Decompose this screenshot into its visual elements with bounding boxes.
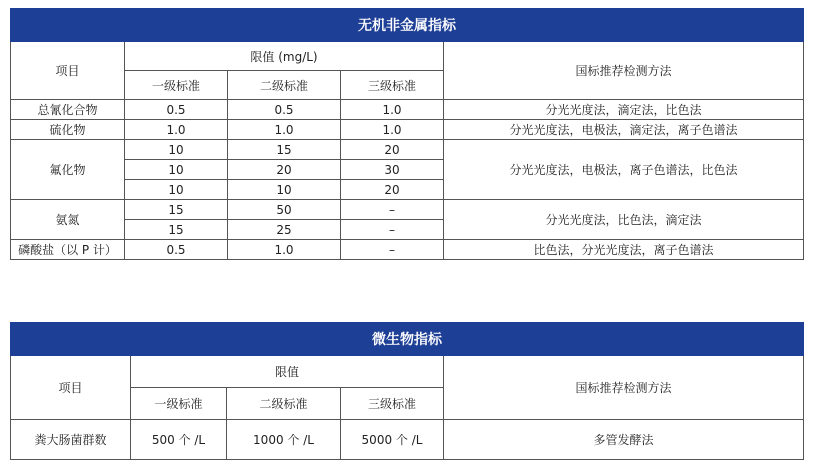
- grade2-value: 0.5: [228, 100, 341, 120]
- row-name: 总氰化合物: [11, 100, 125, 120]
- table-row: [11, 120, 804, 140]
- table-row: [11, 100, 804, 120]
- grade3-value: –: [341, 240, 444, 260]
- grade2-value: 15: [228, 140, 341, 160]
- grade3-value: 5000 个 /L: [341, 420, 444, 460]
- table-row: [11, 240, 804, 260]
- grade3-value: 1.0: [341, 100, 444, 120]
- table-title: 微生物指标: [11, 323, 804, 356]
- header-grade1: 一级标准: [131, 388, 227, 420]
- method-cell: 分光光度法，滴定法，比色法: [444, 100, 804, 120]
- grade2-value: 10: [228, 180, 341, 200]
- grade3-value: –: [341, 200, 444, 220]
- row-name: 粪大肠菌群数: [11, 420, 131, 460]
- method-cell: 比色法，分光光度法，离子色谱法: [444, 240, 804, 260]
- grade3-value: 20: [341, 140, 444, 160]
- row-name: 磷酸盐（以 P 计）: [11, 240, 125, 260]
- grade3-value: –: [341, 220, 444, 240]
- header-grade2: 二级标准: [228, 71, 341, 100]
- grade3-value: 20: [341, 180, 444, 200]
- table-row: [11, 200, 804, 220]
- header-grade3: 三级标准: [341, 388, 444, 420]
- grade1-value: 15: [125, 220, 228, 240]
- microbial-table: [10, 322, 804, 460]
- grade2-value: 20: [228, 160, 341, 180]
- method-cell: 分光光度法，电极法，离子色谱法，比色法: [444, 140, 804, 200]
- inorganic-nonmetal-table: [10, 8, 804, 260]
- grade1-value: 1.0: [125, 120, 228, 140]
- grade1-value: 10: [125, 160, 228, 180]
- table-row: [11, 420, 804, 460]
- grade3-value: 1.0: [341, 120, 444, 140]
- method-cell: 多管发酵法: [444, 420, 804, 460]
- grade1-value: 0.5: [125, 100, 228, 120]
- header-grade3: 三级标准: [341, 71, 444, 100]
- grade2-value: 25: [228, 220, 341, 240]
- grade1-value: 15: [125, 200, 228, 220]
- row-name: 硫化物: [11, 120, 125, 140]
- grade2-value: 1000 个 /L: [227, 420, 341, 460]
- row-name: 氨氮: [11, 200, 125, 240]
- grade1-value: 500 个 /L: [131, 420, 227, 460]
- header-grade1: 一级标准: [125, 71, 228, 100]
- table-row: [11, 140, 804, 160]
- table-title: 无机非金属指标: [11, 9, 804, 42]
- grade1-value: 0.5: [125, 240, 228, 260]
- header-grade2: 二级标准: [227, 388, 341, 420]
- grade1-value: 10: [125, 140, 228, 160]
- method-cell: 分光光度法，比色法，滴定法: [444, 200, 804, 240]
- grade2-value: 50: [228, 200, 341, 220]
- header-item: 项目: [11, 42, 125, 100]
- header-limit: 限值: [131, 356, 444, 388]
- grade2-value: 1.0: [228, 240, 341, 260]
- grade2-value: 1.0: [228, 120, 341, 140]
- grade3-value: 30: [341, 160, 444, 180]
- header-item: 项目: [11, 356, 131, 420]
- header-method: 国标推荐检测方法: [444, 42, 804, 100]
- grade1-value: 10: [125, 180, 228, 200]
- header-method: 国标推荐检测方法: [444, 356, 804, 420]
- header-limit: 限值 (mg/L): [125, 42, 444, 71]
- method-cell: 分光光度法，电极法，滴定法，离子色谱法: [444, 120, 804, 140]
- row-name: 氟化物: [11, 140, 125, 200]
